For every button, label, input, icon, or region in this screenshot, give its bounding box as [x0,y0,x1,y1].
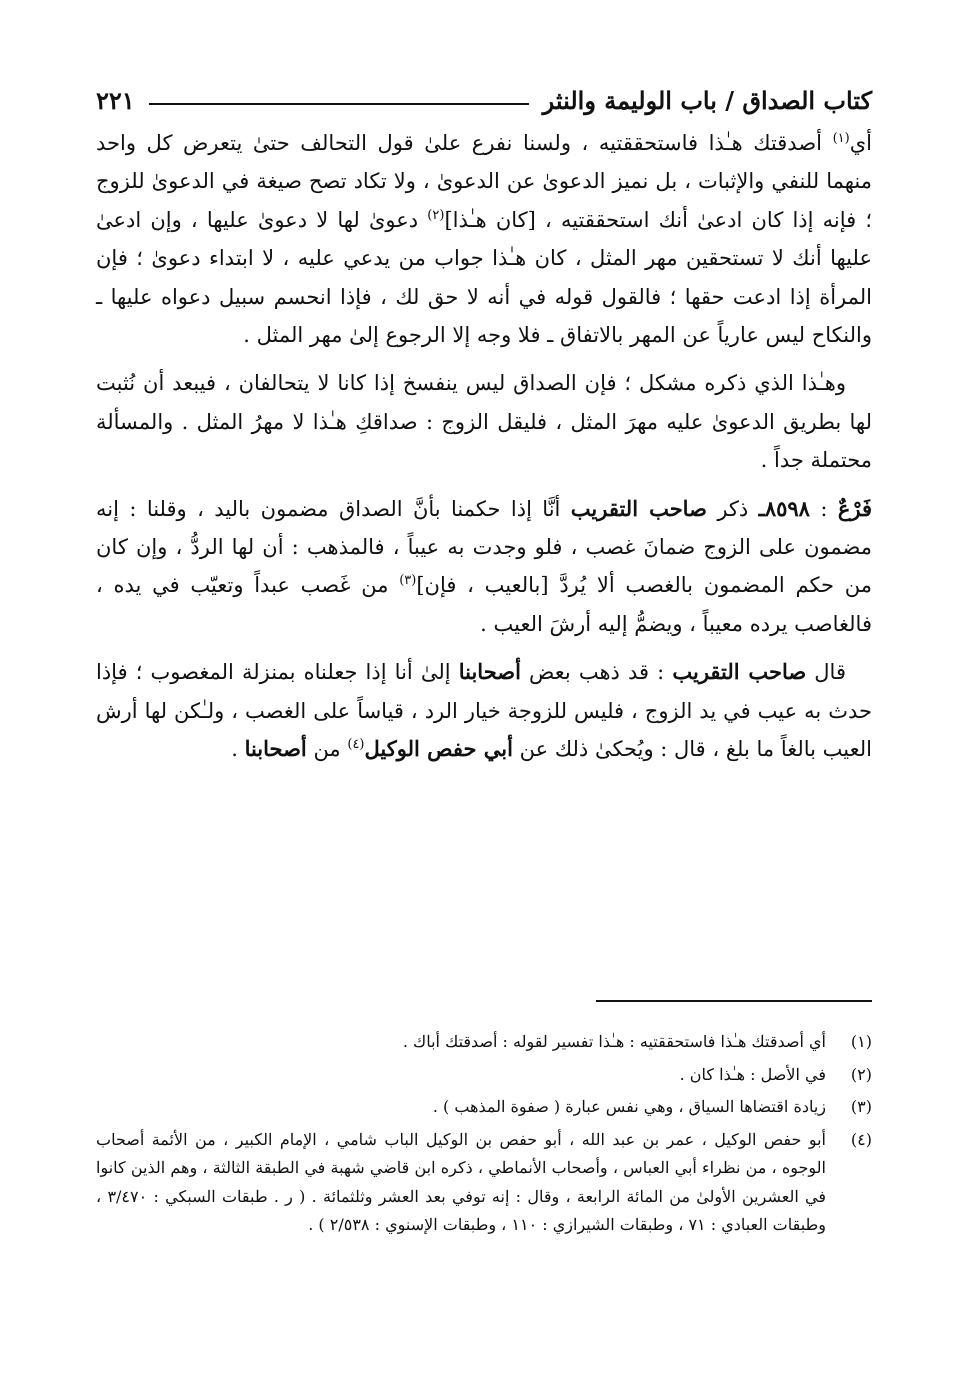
paragraph-1 [96,124,872,354]
p4-text-a: قال [806,660,846,685]
p4-text-b: : قد ذهب بعض [520,660,673,685]
p4-bold-4: أصحابنا [244,736,307,762]
p1-text-b: أصدقتك هـٰذا فاستحققتيه ، ولسنا نفرع علىٰ قول التحالف حتىٰ يتعرض كل واحد منهما للنفي والإثبات ، بل نميز الدعوىٰ عن الدعوىٰ ، ولا تكاد تصح صيغة في الدعوىٰ للزوج ؛ فإنه إذا كان ادعىٰ أنك استحققتيه ، [كان هـٰذا] [96,131,873,232]
footnote-ref-3: (٣) [399,573,417,589]
footnote-text: أبو حفص الوكيل ، عمر بن عبد الله ، أبو حفص بن الوكيل الباب شامي ، الإمام الكبير ، من الأئمة أصحاب الوجوه ، من نظراء أبي العباس ، وأصحاب الأنماطي ، ذكره ابن قاضي شهبة في الطبقة الثالثة ، وهم الذين كانوا في العشرين الأولىٰ من المائة الرابعة ، وقال : إنه توفي بعد العشر وثلثمائة . ( ر . طبقات السبكي : ٣/٤٧٠ ، وطبقات العبادي : ٧١ ، وطبقات الشيرازي : ١١٠ ، وطبقات الإسنوي : ٢/٥٣٨ ) . [96,1129,827,1234]
p4-bold-1: صاحب التقريب [672,659,807,685]
p1-text-a: أي [849,131,872,155]
p3-bold-1: صاحب التقريب [570,495,707,521]
footnote-1 [96,1028,872,1057]
footnote-text: زيادة اقتضاها السياق ، وهي نفس عبارة ( صفوة المذهب ) . [432,1097,826,1116]
p3-text-c: من غَصب عبداً وتعيّب في يده ، فالغاصب يرده معيباً ، ويضمُّ إليه أرشَ العيب . [96,573,872,636]
paragraph-4 [96,653,872,768]
header-title: كتاب الصداق / باب الوليمة والنثر [542,85,872,115]
running-header [96,80,872,120]
footnote-ref-2: (٢) [427,207,445,223]
paragraph-2: وهـٰذا الذي ذكره مشكل ؛ فإن الصداق ليس ينفسخ إذا كانا لا يتحالفان ، فيبعد أن نُثبت لها بطريق الدعوىٰ عليه مهرَ المثل ، فليقل الزوج : صداقكِ هـٰذا لا مهرُ المثل . والمسألة محتملة جداً . [96,371,872,473]
main-text [96,124,872,779]
footnote-number: (٣) [850,1097,872,1116]
footnote-number: (١) [850,1032,872,1051]
p4-text-d: من [306,737,348,762]
p4-bold-3: أبي حفص الوكيل [364,736,513,762]
footnote-ref-4: (٤) [347,737,365,753]
far-label: فَرْعٌ [837,495,872,521]
footnote-text: أي أصدقتك هـٰذا فاستحققتيه : هـٰذا تفسير لقوله : أصدقتك أباك . [402,1032,826,1051]
paragraph-3 [96,490,872,644]
footnote-2 [96,1061,872,1090]
p4-text-e: . [231,737,245,762]
p4-bold-2: أصحابنا [458,659,521,685]
p1-text-c: دعوىٰ لها لا دعوىٰ عليها ، وإن ادعىٰ عليها أنك لا تستحقين مهر المثل ، كان هـٰذا جواب من يدعي عليه ، لا ابتداء دعوىٰ ؛ فإن المرأة إذا ادعت حقها ؛ فالقول قوله في أنه لا حق لك ، فإذا انحسم سبيل دعواه عليها ـ والنكاح ليس عارياً عن المهر بالاتفاق ـ فلا وجه إلا الرجوع إلىٰ مهر المثل . [96,207,872,348]
footnote-3 [96,1093,872,1122]
footnote-number: (٢) [850,1064,872,1084]
footnote-separator [596,1000,872,1002]
header-rule [149,103,529,105]
footnote-ref-1: (١) [832,131,850,146]
footnote-number: (٤) [850,1129,872,1149]
p3-text-a: ذكر [706,496,759,521]
p4-text-c: إلىٰ أنا إذا جعلناه بمنزلة المغصوب ؛ فإذا حدث به عيب في يد الزوج ، فليس للزوجة خيار الرد ، قياساً على الغصب ، ولـٰكن لها أرش العيب بالغاً ما بلغ ، قال : ويُحكىٰ ذلك عن [96,660,872,762]
p3-sep: : [809,496,838,521]
footnote-4 [96,1126,872,1240]
p3-text-b: أنَّا إذا حكمنا بأنَّ الصداق مضمون باليد ، وقلنا : إنه مضمون على الزوج ضمانَ غصب ، فلو وجدت به عيباً ، فالمذهب : أن لها الردُّ ، وإن كان من حكم المضمون بالغصب ألا يُردَّ [بالعيب ، فإن] [96,496,873,598]
footnote-text: في الأصل : هـٰذا كان . [679,1064,826,1084]
footnotes [96,1028,872,1244]
issue-number: ٨٥٩٨ـ [758,495,810,521]
page-number: ٢٢١ [96,85,135,115]
